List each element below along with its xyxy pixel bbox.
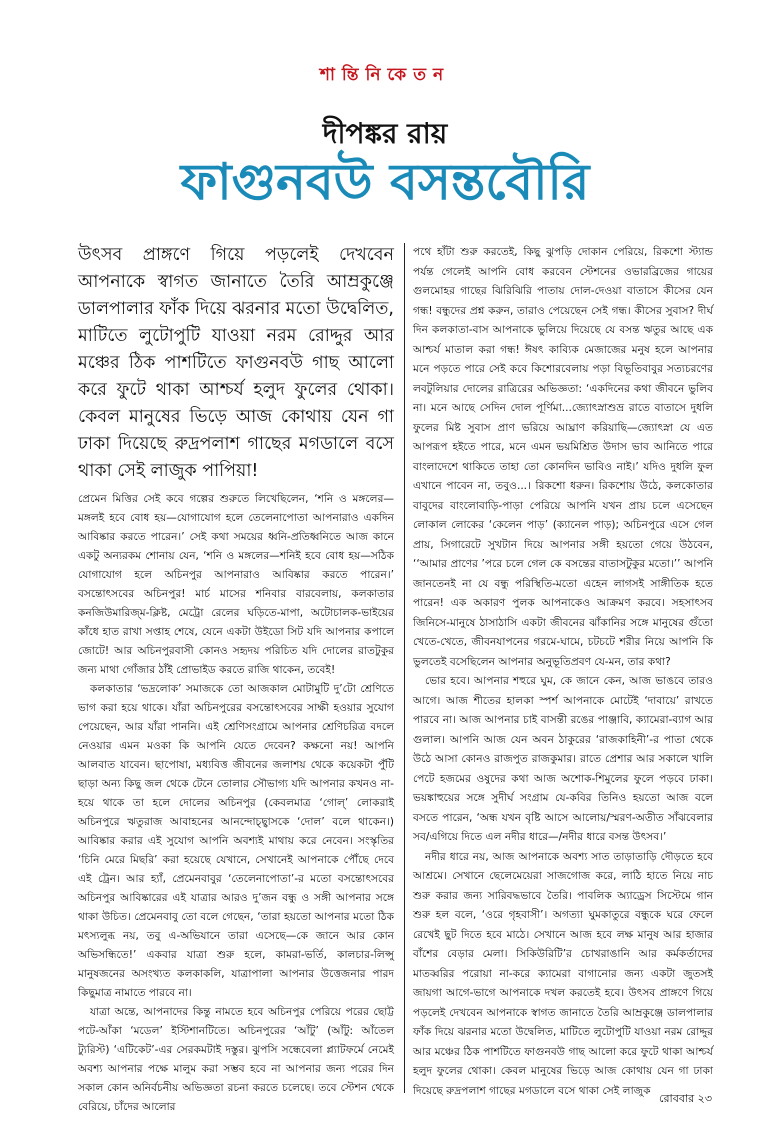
column-divider xyxy=(404,243,405,1093)
right-text-column xyxy=(413,243,713,1097)
right-paragraph-1: পথে হাঁটা শুরু করতেই, কিছু ঝুপড়ি দোকান পেরিয়ে, রিকশো স্ট্যান্ড পর্যন্ত গেলেই আপনি বোধ করবেন স্টেশনের ওভারব্রিজের গায়ের গুলমোহর গাছের ঝিরিঝিরি পাতায় দোল-দেওয়া বাতাসে কীসের যেন গন্ধ! বন্ধুদের প্রশ্ন করুন, তারাও পেয়েছেন সেই গন্ধ। কীসের সুবাস? দীর্ঘ দিন কলকাতা-বাস আপনাকে ভুলিয়ে দিয়েছে যে বসন্ত ঋতুর আছে এক আশ্চর্য মাতাল করা গন্ধ! ঈষৎ কাব্যিক মেজাজের মনুষ হলে আপনার মনে পড়তে পারে সেই কবে কিশোরবেলায় পড়া বিভূতিবাবুর সত্যচরণের লবটুলিয়ার দোলের রাত্রিরের অভিজ্ঞতা: ‘একদিনের কথা জীবনে ভুলিব না। মনে আছে সেদিন দোল পূর্ণিমা...জ্যোৎস্নাশুভ্র রাতে বাতাসে দুধলি ফুলের মিষ্ট সুবাস প্রাণ ভরিয়ে আঘ্রাণ করিয়াছি—জ্যোৎস্না যে এত আপরূপ হইতে পারে, মনে এমন ভয়মিশ্রিত উদাস ভাব আনিতে পারে বাংলাদেশে থাকিতে তাহা তো কোনদিন ভাবিও নাই।’ যদিও দুধলি ফুল এখানে পাবেন না, তবুও...। রিকশো ধরুন। রিকশোয় উঠে, কলকোতার বাবুদের বাংলোবাড়ি-পাড়া পেরিয়ে আপনি যখন প্রায় চলে এসেছেন লোকাল লোকের ‘কেলেন পাড়’ (ক্যানেল পাড়); অচিনপুরে এসে গেল প্রায়, সিগারেটে সুখটান দিয়ে আপনার সঙ্গী হয়তো গেয়ে উঠবেন, ‘‘আমার প্রাণের ’পরে চলে গেল কে বসন্তের বাতাসটুকুর মতো।’’ আপনি জানতেনই না যে বন্ধু পরিস্থিতি-মতো এহেন লাগসই সাঙ্গীতিক হতে পারেন! এক অকারণ পুলক আপনাকেও আক্রমণ করবে। সহসাৎসব জিনিসে-মানুষে ঠাসাঠাসি একটা জীবনের ঝাঁকানির সঙ্গে মানুষের গুঁতো খেতে-খেতে, জীবনযাপনের গরমে-ঘামে, চটচটে শরীর নিয়ে আপনি কি ভুলতেই বসেছিলেন আপনার অনুভূতিপ্রবণ যে-মন, তার কথা? xyxy=(413,246,713,668)
left-text-column xyxy=(78,490,394,1113)
section-label: শান্তিনিকেতন xyxy=(319,65,451,85)
intro-paragraph: উৎসব প্রাঙ্গণে গিয়ে পড়লেই দেখবেন আপনাকে স্বাগত জানাতে তৈরি আম্রকুঞ্জে ডালপালার ফাঁক দিয়ে ঝরনার মতো উদ্বেলিত, মাটিতে লুটোপুটি যাওয়া নরম রোদ্দুর আর মঞ্চের ঠিক পাশটিতে ফাগুনবউ গাছ আলো করে ফুটে থাকা আশ্চর্য হলুদ ফুলের থোকা। কেবল মানুষের ভিড়ে আজ কোথায় যেন গা ঢাকা দিয়েছে রুদ্রপলাশ গাছের মগডালে বসে থাকা সেই লাজুক পাপিয়া! xyxy=(78,245,394,481)
left-paragraph-3: যাত্রা অন্তে, আপনাদের কিন্তু নামতে হবে অচিনপুর পেরিয়ে পরের ছোট্ট পটে-আঁকা ‘মডেল’ ইস্টিশানটিতে। অচিনপুরের ‘আঁটু’ (আঁটু: আঁতেল ট্যুরিস্ট) ‘এটিকেট’-এর সেরকমটাই দস্তুর। ঝুপসি সন্ধেবেলা প্ল্যাটফর্মে নেমেই অবশ্য আপনার পক্ষে মালুম করা সম্ভব হবে না আপনার জন্য পরের দিন সকাল কোন অনির্বচনীয় অভিজ্ঞতা রচনা করতে চলেছে। তবে স্টেশন থেকে বেরিয়ে, চাঁদের আলোর xyxy=(78,1006,394,1113)
left-paragraph-2: কলকাতার ‘ভদ্রলোক’ সমাজকে তো আজকাল মোটামুটি দু’টো শ্রেণিতে ভাগ করা হয়ে থাকে। যাঁরা অচিনপুরের বসন্তোৎসবের সাক্ষী হওয়ার সুযোগ পেয়েছেন, আর যাঁরা পাননি। এই শ্রেণিসংগ্রামে আপনার শ্রেণিচরিত্র বদলে নেওয়ার এমন মওকা কি আপনি যেতে দেবেন? কক্ষনো নয়! আপনি আলবাত যাবেন। ছাপোষা, মধ্যবিত্ত জীবনের জলাশয় থেকে কয়েকটা পুঁটি ছাড়া অন্য কিছু জল থেকে টেনে তোলার সৌভাগ্য যদি আপনার কখনও না-হয়ে থাকে তা হলে দোলের অচিনপুর (কেবলমাত্র ‘গোল্‌’ লোকরাই অচিনপুরে ঋতুরাজ আবাহনের আনন্দোচ্ছ্বাসকে ‘দোল’ বলে থাকেন।) আবিষ্কার করার এই সুযোগ আপনি অবশ্যই মাথায় করে নেবেন। সংস্কৃতির ‘চিনি মেরে মিছরি’ করা হয়েছে যেখানে, সেখানেই আপনাকে পৌঁছে দেবে এই ট্রেন। আর হ্যাঁ, প্রেমেনবাবুর ‘তেলেনাপোতা’-র মতো বসন্তোৎসবের অচিনপুর আবিষ্কারের এই যাত্রার আরও দু’জন বন্ধু ও সঙ্গী আপনার সঙ্গে থাকা উচিত। প্রেমেনবাবু তো বলে গেছেন, ‘তারা হয়তো আপনার মতো ঠিক মৎস্যলুব্ধ নয়, তবু এ-অভিযানে তারা এসেছে—কে জানে আর কোন অভিসন্ধিতে!’ একবার যাত্রা শুরু হলে, কামরা-ভর্তি, কালচার-লিপ্সু মানুষজনের অসংখ্যত কলকাকলি, যাত্রাপালা আপনার উত্তেজনার পারদ কিছুমাত্র নামাতে পারবে না। xyxy=(78,683,394,999)
author-byline: দীপঙ্কর রায় xyxy=(322,117,448,150)
right-paragraph-2: ভোর হবে। আপনার শহুরে ঘুম, কে জানে কেন, আজ ভাঙবে তারও আগে। আজ শীতের হালকা স্পর্শ আপনাকে মোটেই ‘দাবায়ে’ রাখতে পারবে না। আজ আপনার চাই বাসন্তী রঙের পাঞ্জাবি, ক্যামেরা-ব্যাগ আর গুলাল। আপনি আজ যেন অবন ঠাকুরের ‘রাজকাহিনী’-র পাতা থেকে উঠে আসা কোনও রাজপুত রাজকুমার। রাতে প্রেশার আর সকালে খালি পেটে হজমের ওষুদের কথা আজ অশোক-শিমুলের ফুলে পড়বে ঢাকা। ভয়ঙ্কাহুয়ের সঙ্গে সুদীর্ঘ সংগ্রাম যে-কবির তিনিও হয়তো আজ বলে বসতে পারেন, ‘অন্ধ যখন বৃষ্টি আসে আলোয়/স্মরণ-অতীত সাঁঝবেলার সব/এগিয়ে দিতে এল নদীর ধারে—/নদীর ধারে বসন্ত উৎসব।’ xyxy=(413,675,713,843)
right-paragraph-3: নদীর ধারে নয়, আজ আপনাকে অবশ্য সাত তাড়াতাড়ি দৌড়তে হবে আশ্রমে। সেখানে ছেলেমেয়েরা সাজগোজ করে, লাঠি হাতে নিয়ে নাচ শুরু করার জন্য সারিবদ্ধভাবে তৈরি। পাবলিক অ্যাড্রেস সিস্টেমে গান শুরু হল বলে, ‘ওরে গৃহবাসী’। অগত্যা ঘুমকাতুরে বন্ধুকে ঘরে ফেলে রেখেই ছুট দিতে হবে মাঠে। সেখানে আজ হবে লক্ষ মানুষ আর হাজার বাঁশের বেড়ার মেলা। সিকিউরিটি’র চোখরাঙানি আর কর্মকর্তাদের মাতব্বরির পরোয়া না-করে ক্যামেরা বাগানোর জন্য একটা জুতসই জায়গা আগে-ভাগে আপনাকে দখল করতেই হবে। উৎসব প্রাঙ্গণে গিয়ে পড়লেই দেখবেন আপনাকে স্বাগত জানাতে তৈরি আম্রকুঞ্জে ডালপালার ফাঁক দিয়ে ঝরনার মতো উদ্বেলিত, মাটিতে লুটোপুটি যাওয়া নরম রোদ্দুর আর মঞ্চের ঠিক পাশটিতে ফাগুনবউ গাছ আলো করে ফুটে থাকা আশ্চর্য হলুদ ফুলের থোকা। কেবল মানুষের ভিড়ে আজ কোথায় যেন গা ঢাকা দিয়েছে রুদ্রপলাশ গাছের মগডালে বসে থাকা সেই লাজুক xyxy=(413,850,713,1097)
page-folio: রোববার ২৩ xyxy=(659,1092,712,1105)
article-headline: ফাগুনবউ বসন্তবৌরি xyxy=(180,153,590,211)
left-paragraph-1: প্রেমেন মিত্তির সেই কবে গল্পের শুরুতে লিখেছিলেন, ‘শনি ও মঙ্গলের—মঙ্গলই হবে বোধ হয়—যোগাযোগ হলে তেলেনাপোতা আপনারাও একদিন আবিষ্কার করতে পারেন।’ সেই কথা সময়ের ধ্বনি-প্রতিধ্বনিতে আজ কানে একটু অন্যরকম শোনায় যেন, ‘শনি ও মঙ্গলের—শনিই হবে বোধ হয়—সঠিক যোগাযোগ হলে অচিনপুর আপনারাও আবিষ্কার করতে পারেন।’ বসন্তোৎসবের অচিনপুর! মার্চ মাসের শনিবার বারবেলায়, কলকাতার কনজিউমারিজ্‌ম-ক্লিষ্ট, মেট্রো রেলের ঘড়িতে-মাপা, অটোচালক-ভাইয়ের কাঁধে হাত রাখা সপ্তাহ শেষে, যেনে একটা উইডো সিট যদি আপনার কপালে জোটে! আর অচিনপুরবাসী কোনও সহৃদয় পরিচিত যদি দোলের রাতটুকুর জন্য মাথা গোঁজার ঠাঁই প্রোভাইড করতে রাজি থাকেন, তবেই! xyxy=(78,493,394,676)
